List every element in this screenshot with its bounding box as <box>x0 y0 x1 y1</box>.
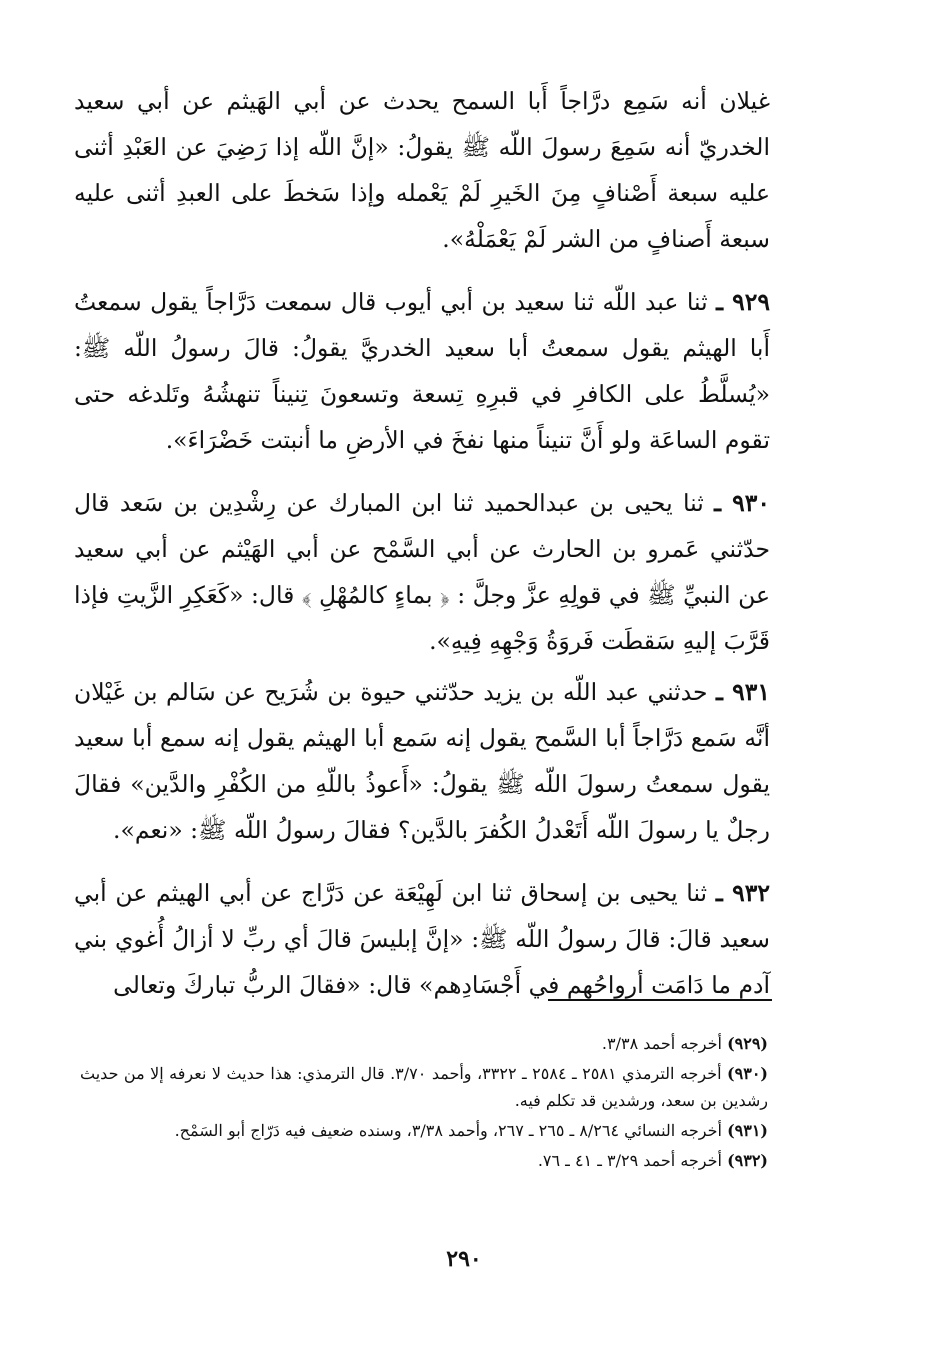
footnote <box>80 1147 768 1174</box>
footnote-text: أخرجه الترمذي ٢٥٨١ ـ ٢٥٨٤ ـ ٣٣٢٢، وأحمد ٣/٧٠. قال الترمذي: هذا حديث لا نعرفه إلا من حديث رشدين بن سعد، ورشدين قد تكلم فيه. <box>80 1064 768 1110</box>
footnote <box>80 1060 768 1114</box>
hadith-number: ٩٣٠ ـ <box>714 489 770 517</box>
paragraph-text: ثنا يحيى بن إسحاق ثنا ابن لَهِيْعَة عن دَرَّاج عن أبي الهيثم عن أبي سعيد قالَ: قالَ رسولُ اللّه ﷺ: «إنَّ إبليسَ قالَ أي ربِّ لا أزالُ أُغوي بني آدم ما دَامَت أرواحُهم في أَجْسَادِهم» قال: «فقالَ الربُّ تباركَ وتعالى <box>74 879 770 999</box>
footnotes <box>80 1030 768 1177</box>
hadith-paragraph <box>74 279 770 463</box>
hadith-number: ٩٢٩ ـ <box>716 288 770 316</box>
footnote-label: (٩٣١) <box>727 1121 768 1140</box>
hadith-paragraph <box>74 669 770 853</box>
paragraph-text: ثنا عبد اللّه ثنا سعيد بن أبي أيوب قال سمعت دَرَّاجاً يقول سمعتُ أَبا الهيثم يقول سمعتُ أبا سعيد الخدريَّ يقولُ: قالَ رسولُ اللّه ﷺ: «يُسلَّطُ على الكافرِ في قبرِهِ تِسعة وتسعونَ تِنيناً تنهشُهُ وتَلدغه حتى تقوم الساعَة ولو أَنَّ تنيناً منها نفخَ في الأرضِ ما أنبتت خَضْرَاءَ». <box>74 288 770 454</box>
paragraph-text: غيلان أنه سَمِع درَّاجاً أَبا السمح يحدث عن أبي الهَيثم عن أبي سعيد الخدريّ أنه سَمِعَ رسولَ اللّه ﷺ يقولُ: «إنَّ اللّه إذا رَضِيَ عن العَبْدِ أثنى عليه سبعة أَصْنافٍ مِنَ الخَيرِ لَمْ يَعْمله وإذا سَخطَ على العبدِ أثنى عليه سبعة أَصنافٍ من الشر لَمْ يَعْمَلْهُ». <box>74 87 770 253</box>
hadith-number: ٩٣٢ ـ <box>715 879 770 907</box>
paragraph-continuation <box>74 78 770 262</box>
footnote-label: (٩٣٠) <box>727 1064 768 1083</box>
paragraph-text: حدثني عبد اللّه بن يزيد حدّثني حيوة بن شُرَيح عن سَالم بن غَيْلان أنَّه سَمع دَرَّاجاً أبا السَّمح يقول إنه سَمع أبا الهيثم يقول إنه سمع أبا سعيد يقول سمعتُ رسولَ اللّه ﷺ يقولُ: «أَعوذُ باللّهِ من الكُفْرِ والدَّين» فقالَ رجلٌ يا رسولَ اللّه أَتَعْدلُ الكُفرَ بالدَّين؟ فقالَ رسولُ اللّه ﷺ: «نعم». <box>74 678 770 844</box>
footnote-label: (٩٣٢) <box>727 1151 768 1170</box>
footnote <box>80 1117 768 1144</box>
footnote-label: (٩٢٩) <box>727 1034 768 1053</box>
hadith-number: ٩٣١ ـ <box>716 678 770 706</box>
footnote-text: أخرجه النسائي ٨/٢٦٤ ـ ٢٦٥ ـ ٢٦٧، وأحمد ٣/٣٨، وسنده ضعيف فيه دَرّاج أبو السَمْح. <box>174 1121 722 1140</box>
page-number: ٢٩٠ <box>446 1246 482 1272</box>
footnote-text: أخرجه أحمد ٣/٢٩ ـ ٤١ ـ ٧٦. <box>537 1151 722 1170</box>
paragraph-text: ثنا يحيى بن عبدالحميد ثنا ابن المبارك عن رِشْدِين بن سَعد قال حدّثني عَمرو بن الحارث عن أبي السَّمْح عن أبي الهَيْثم عن أبي سعيد عن النبيِّ ﷺ في قولِهِ عزَّ وجلَّ : ﴿ بماءٍ كالمُهْلِ ﴾ قال: «كَعَكِرِ الزَّيتِ فإذا قَرَّبَ إليهِ سَقطَت فَروَةُ وَجْهِهِ فِيهِ». <box>74 489 770 655</box>
hadith-paragraph <box>74 870 770 1008</box>
footnote-text: أخرجه أحمد ٣/٣٨. <box>601 1034 722 1053</box>
hadith-paragraph <box>74 480 770 664</box>
main-text <box>74 78 770 1025</box>
footnote <box>80 1030 768 1057</box>
footnote-separator <box>548 999 772 1001</box>
